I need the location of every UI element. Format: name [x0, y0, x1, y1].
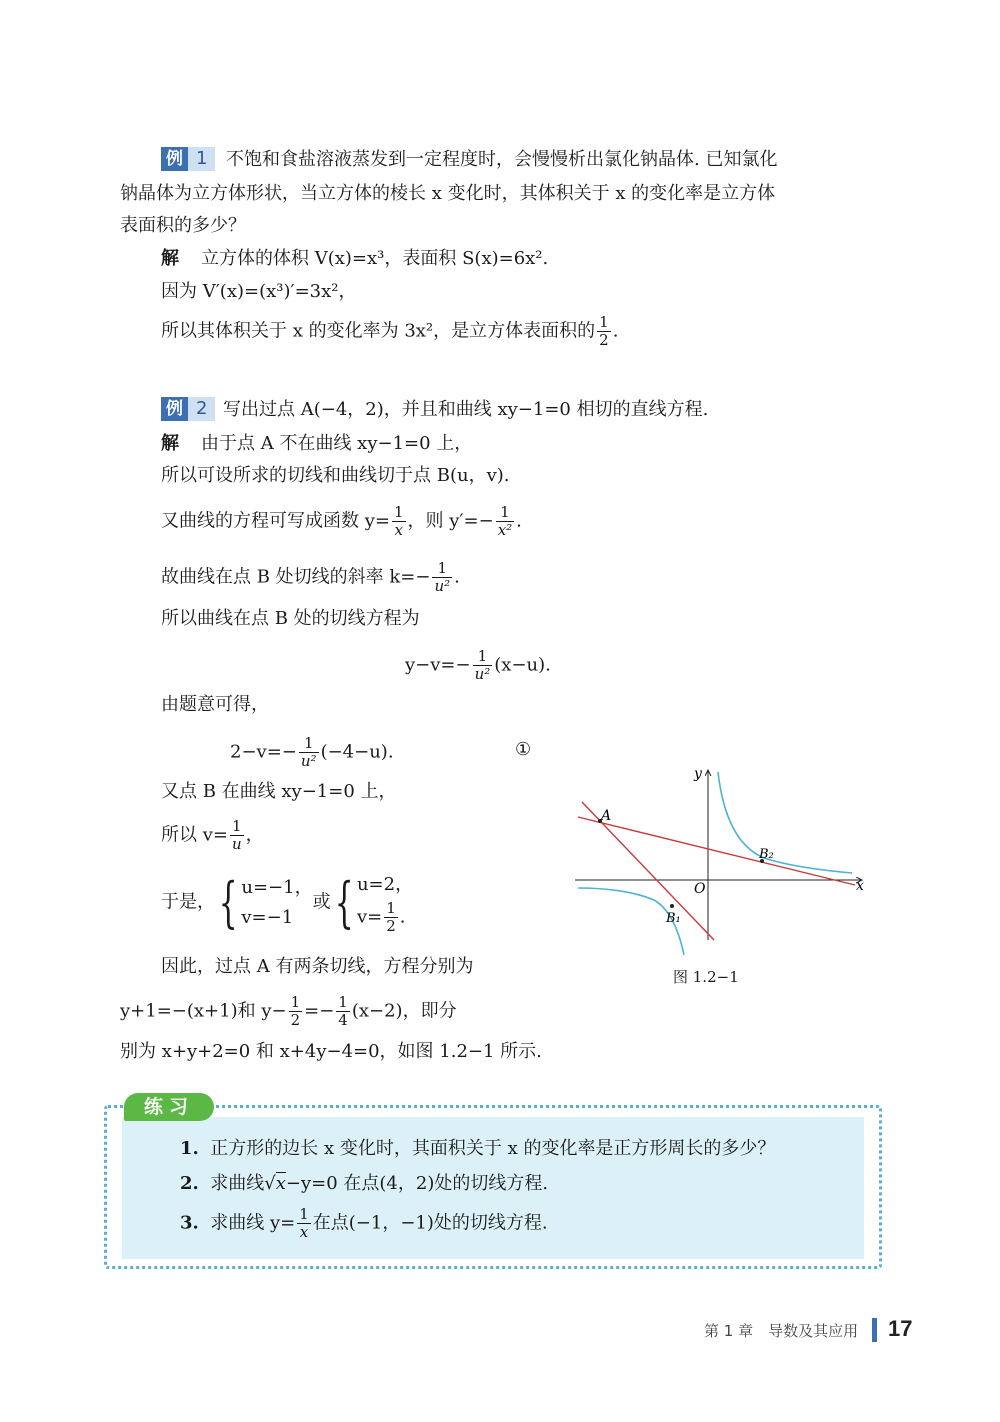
footer-divider [872, 1318, 877, 1342]
example-2-tag [161, 397, 215, 421]
question-number: 1. [180, 1138, 199, 1159]
system-1 [241, 873, 312, 933]
figure-caption: 图 1.2−1 [673, 968, 739, 986]
sol-line-3-period: . [612, 320, 619, 342]
figure-tangent-lines [570, 760, 870, 960]
fraction-one-over-x [297, 1206, 311, 1241]
fraction-denominator: 2 [386, 917, 396, 935]
fraction-one-quarter [336, 994, 350, 1029]
label-b2: B₂ [759, 847, 774, 862]
question-text-end: −y=0 在点(4，2)处的切线方程. [285, 1173, 549, 1194]
fraction-numerator: 1 [338, 993, 348, 1011]
example-1-problem-line-3: 表面积的多少？ [120, 215, 246, 236]
fraction-denominator: 2 [599, 331, 609, 349]
example-2-solution-label: 解 [161, 433, 179, 454]
example-1-solution-line-2: 因为 V′(x)=(x³)′=3x²， [161, 281, 357, 302]
equation-left: 2−v=− [230, 741, 297, 763]
example-2-line-4 [161, 560, 460, 595]
line-3-text: 又曲线的方程可写成函数 y= [161, 510, 390, 532]
system-2 [357, 870, 413, 935]
system-2-row-2 [357, 900, 413, 935]
fraction-denominator: u² [474, 665, 491, 683]
chapter-title: 第 1 章 导数及其应用 [704, 1322, 859, 1340]
fraction-one-half [384, 900, 398, 935]
fraction-denominator: x [299, 1223, 309, 1241]
fraction-numerator: 1 [230, 818, 244, 836]
fraction-denominator: 2 [290, 1011, 301, 1029]
example-1-solution-label: 解 [161, 248, 179, 269]
fraction-numerator: 1 [299, 735, 319, 753]
fraction-one-half [597, 314, 611, 349]
practice-question-3 [180, 1206, 548, 1241]
fraction-numerator: 1 [290, 993, 301, 1011]
example-2-line-6: 由题意可得， [161, 694, 269, 715]
line-4-end: . [454, 566, 460, 588]
fraction-one-over-x [392, 504, 406, 539]
practice-question-1 [180, 1137, 775, 1161]
point-b1 [670, 904, 674, 908]
example-2-line-7: 又点 B 在曲线 xy−1=0 上， [161, 781, 397, 802]
example-2-line-5: 所以曲线在点 B 处的切线方程为 [161, 608, 420, 629]
example-1-solution-line-1: 立方体的体积 V(x)=x³，表面积 S(x)=6x². [201, 248, 549, 269]
example-1-problem-line-1: 不饱和食盐溶液蒸发到一定程度时，会慢慢析出氯化钠晶体. 已知氯化 [226, 149, 778, 170]
example-1-problem-line-2: 钠晶体为立方体形状，当立方体的棱长 x 变化时，其体积关于 x 的变化率是立方体 [120, 183, 776, 204]
equation-one [230, 735, 394, 770]
question-text: 正方形的边长 x 变化时，其面积关于 x 的变化率是正方形周长的多少？ [210, 1138, 776, 1159]
fraction-denominator: x [394, 521, 403, 539]
question-text: 求曲线 y= [210, 1212, 296, 1234]
sqrt-sign: √ [264, 1173, 276, 1194]
example-2-tag-number: 2 [188, 397, 215, 421]
radicand: x [275, 1173, 286, 1194]
example-2-line-3 [161, 504, 522, 539]
example-2-tag-label: 例 [161, 397, 188, 421]
left-brace: { [334, 870, 354, 934]
question-number: 3. [180, 1212, 199, 1234]
line-8-end: ， [245, 824, 264, 846]
example-1-tag-label: 例 [161, 147, 188, 171]
left-brace: { [218, 870, 238, 934]
fraction-numerator: 1 [432, 560, 452, 578]
label-a: A [601, 808, 612, 824]
fraction-one-over-u-squared [432, 560, 452, 595]
line-3-end: . [516, 510, 522, 532]
example-2-line-2: 所以可设所求的切线和曲线切于点 B(u，v). [161, 465, 510, 486]
equation-left: y−v=− [405, 654, 471, 676]
line-3-middle: ，则 y′=− [407, 510, 494, 532]
fraction-one-over-x-squared [496, 504, 514, 539]
practice-title: 练习 [124, 1093, 214, 1121]
fraction-one-half [289, 994, 303, 1029]
system-2-row-1: u=2， [356, 874, 414, 895]
conclusion-part-c: (x−2)，即分 [351, 1000, 457, 1022]
page-number: 17 [888, 1316, 913, 1341]
conclusion-part-a: y+1=−(x+1)和 y− [120, 1000, 287, 1022]
conclusion-part-b: =− [304, 1000, 335, 1022]
question-text-end: 在点(−1，−1)处的切线方程. [312, 1212, 548, 1234]
conclusion-line-1: 因此，过点 A 有两条切线，方程分别为 [161, 956, 474, 977]
fraction-denominator: u² [434, 577, 451, 595]
or-word: 或 [312, 891, 331, 913]
fraction-denominator: u² [300, 752, 317, 770]
equation-right: (−4−u). [320, 741, 394, 763]
equation-systems [161, 870, 413, 935]
example-1-tag [161, 147, 215, 171]
equation-marker: ① [515, 739, 532, 760]
fraction-numerator: 1 [599, 313, 609, 331]
fraction-numerator: 1 [473, 648, 493, 666]
fraction-denominator: 4 [338, 1011, 348, 1029]
example-2-line-8 [161, 818, 264, 853]
fraction-denominator: x² [497, 521, 513, 539]
system-1-row-2: v=−1 [241, 906, 294, 928]
fraction-one-over-u [230, 818, 244, 853]
system-2-row-2-text: v= [356, 906, 383, 928]
hyperbola-right-branch [718, 772, 852, 873]
question-number: 2. [180, 1173, 199, 1194]
fraction-numerator: 1 [496, 504, 514, 522]
line-4-text: 故曲线在点 B 处切线的斜率 k=− [161, 566, 431, 588]
line-8-text: 所以 v= [161, 824, 228, 846]
tangent-equation [405, 648, 551, 683]
conclusion-line-2 [120, 994, 457, 1029]
fraction-one-over-u-squared [299, 735, 319, 770]
fraction-numerator: 1 [386, 899, 396, 917]
example-2-problem: 写出过点 A(−4，2)，并且和曲线 xy−1=0 相切的直线方程. [223, 399, 709, 420]
example-1-solution-line-3 [161, 314, 618, 349]
equation-right: (x−u). [494, 654, 551, 676]
conclusion-line-3: 别为 x+y+2=0 和 x+4y−4=0，如图 1.2−1 所示. [120, 1041, 542, 1062]
label-b1: B₁ [666, 911, 681, 926]
fraction-denominator: u [231, 835, 242, 853]
line-9-text: 于是， [161, 891, 215, 913]
example-2-line-1: 由于点 A 不在曲线 xy−1=0 上， [201, 433, 473, 454]
label-origin: O [694, 881, 706, 897]
question-text: 求曲线 [210, 1173, 265, 1194]
sol-line-3-text: 所以其体积关于 x 的变化率为 3x²，是立方体表面积的 [161, 320, 596, 342]
system-2-row-2-end: . [399, 906, 406, 928]
label-y: y [694, 766, 702, 782]
example-1-tag-number: 1 [188, 147, 215, 171]
fraction-one-over-u-squared [473, 648, 493, 683]
fraction-numerator: 1 [299, 1205, 309, 1223]
fraction-numerator: 1 [393, 503, 404, 521]
tangent-line-2 [578, 817, 855, 885]
label-x: x [856, 878, 864, 894]
system-1-row-1: u=−1， [241, 876, 313, 898]
practice-question-2 [180, 1172, 548, 1196]
